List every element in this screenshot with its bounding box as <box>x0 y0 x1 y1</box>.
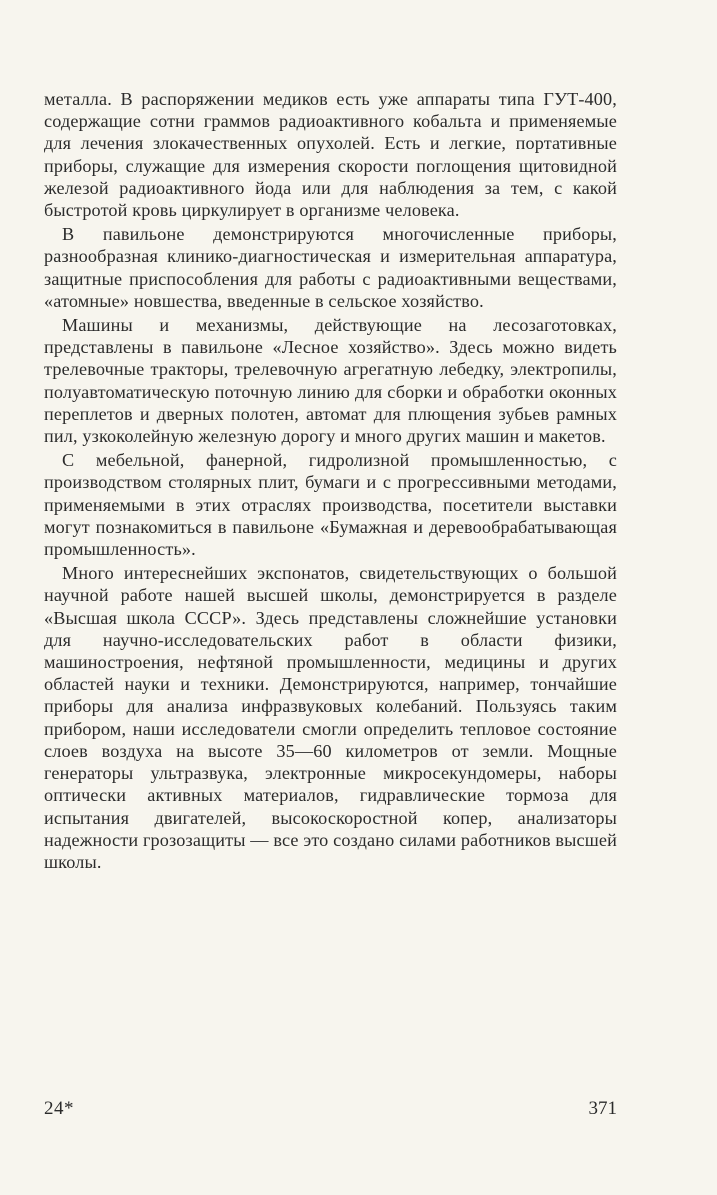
paragraph-3: Машины и механизмы, действующие на лесозаготовках, представлены в павильоне «Лесное хозяйство». Здесь можно видеть трелевочные тракторы, трелевочную агрегатную лебедку, электропилы, полуавтоматическую поточную линию для сборки и обработки оконных переплетов и дверных полотен, автомат для плющения зубьев рамных пил, узкоколейную железную дорогу и много других машин и макетов. <box>44 315 617 447</box>
page-footer <box>44 1098 617 1128</box>
signature-mark: 24* <box>44 1098 74 1119</box>
page-number: 371 <box>588 1098 617 1119</box>
page-body-text <box>44 88 617 875</box>
paragraph-1: металла. В распоряжении медиков есть уже аппараты типа ГУТ-400, содержащие сотни граммов радиоактивного кобальта и применяемые для лечения злокачественных опухолей. Есть и легкие, портативные приборы, служащие для измерения скорости поглощения щитовидной железой радиоактивного йода или для наблюдения за тем, с какой быстротой кровь циркулирует в организме человека. <box>44 89 617 221</box>
paragraph-5: Много интереснейших экспонатов, свидетельствующих о большой научной работе нашей высшей школы, демонстрируется в разделе «Высшая школа СССР». Здесь представлены сложнейшие установки для научно-исследовательских работ в области физики, машиностроения, нефтяной промышленности, медицины и других областей науки и техники. Демонстрируются, например, тончайшие приборы для анализа инфразвуковых колебаний. Пользуясь таким прибором, наши исследователи смогли определить тепловое состояние слоев воздуха на высоте 35—60 километров от земли. Мощные генераторы ультразвука, электронные микросекундомеры, наборы оптически активных материалов, гидравлические тормоза для испытания двигателей, высокоскоростной копер, анализаторы надежности грозозащиты — все это создано силами работников высшей школы. <box>44 563 617 872</box>
paragraph-4: С мебельной, фанерной, гидролизной промышленностью, с производством столярных плит, бумаги и с прогрессивными методами, применяемыми в этих отраслях производства, посетители выставки могут познакомиться в павильоне «Бумажная и деревообрабатывающая промышленность». <box>44 450 617 560</box>
paragraph-2: В павильоне демонстрируются многочисленные приборы, разнообразная клинико-диагностическая и измерительная аппаратура, защитные приспособления для работы с радиоактивными веществами, «атомные» новшества, введенные в сельское хозяйство. <box>44 224 617 311</box>
